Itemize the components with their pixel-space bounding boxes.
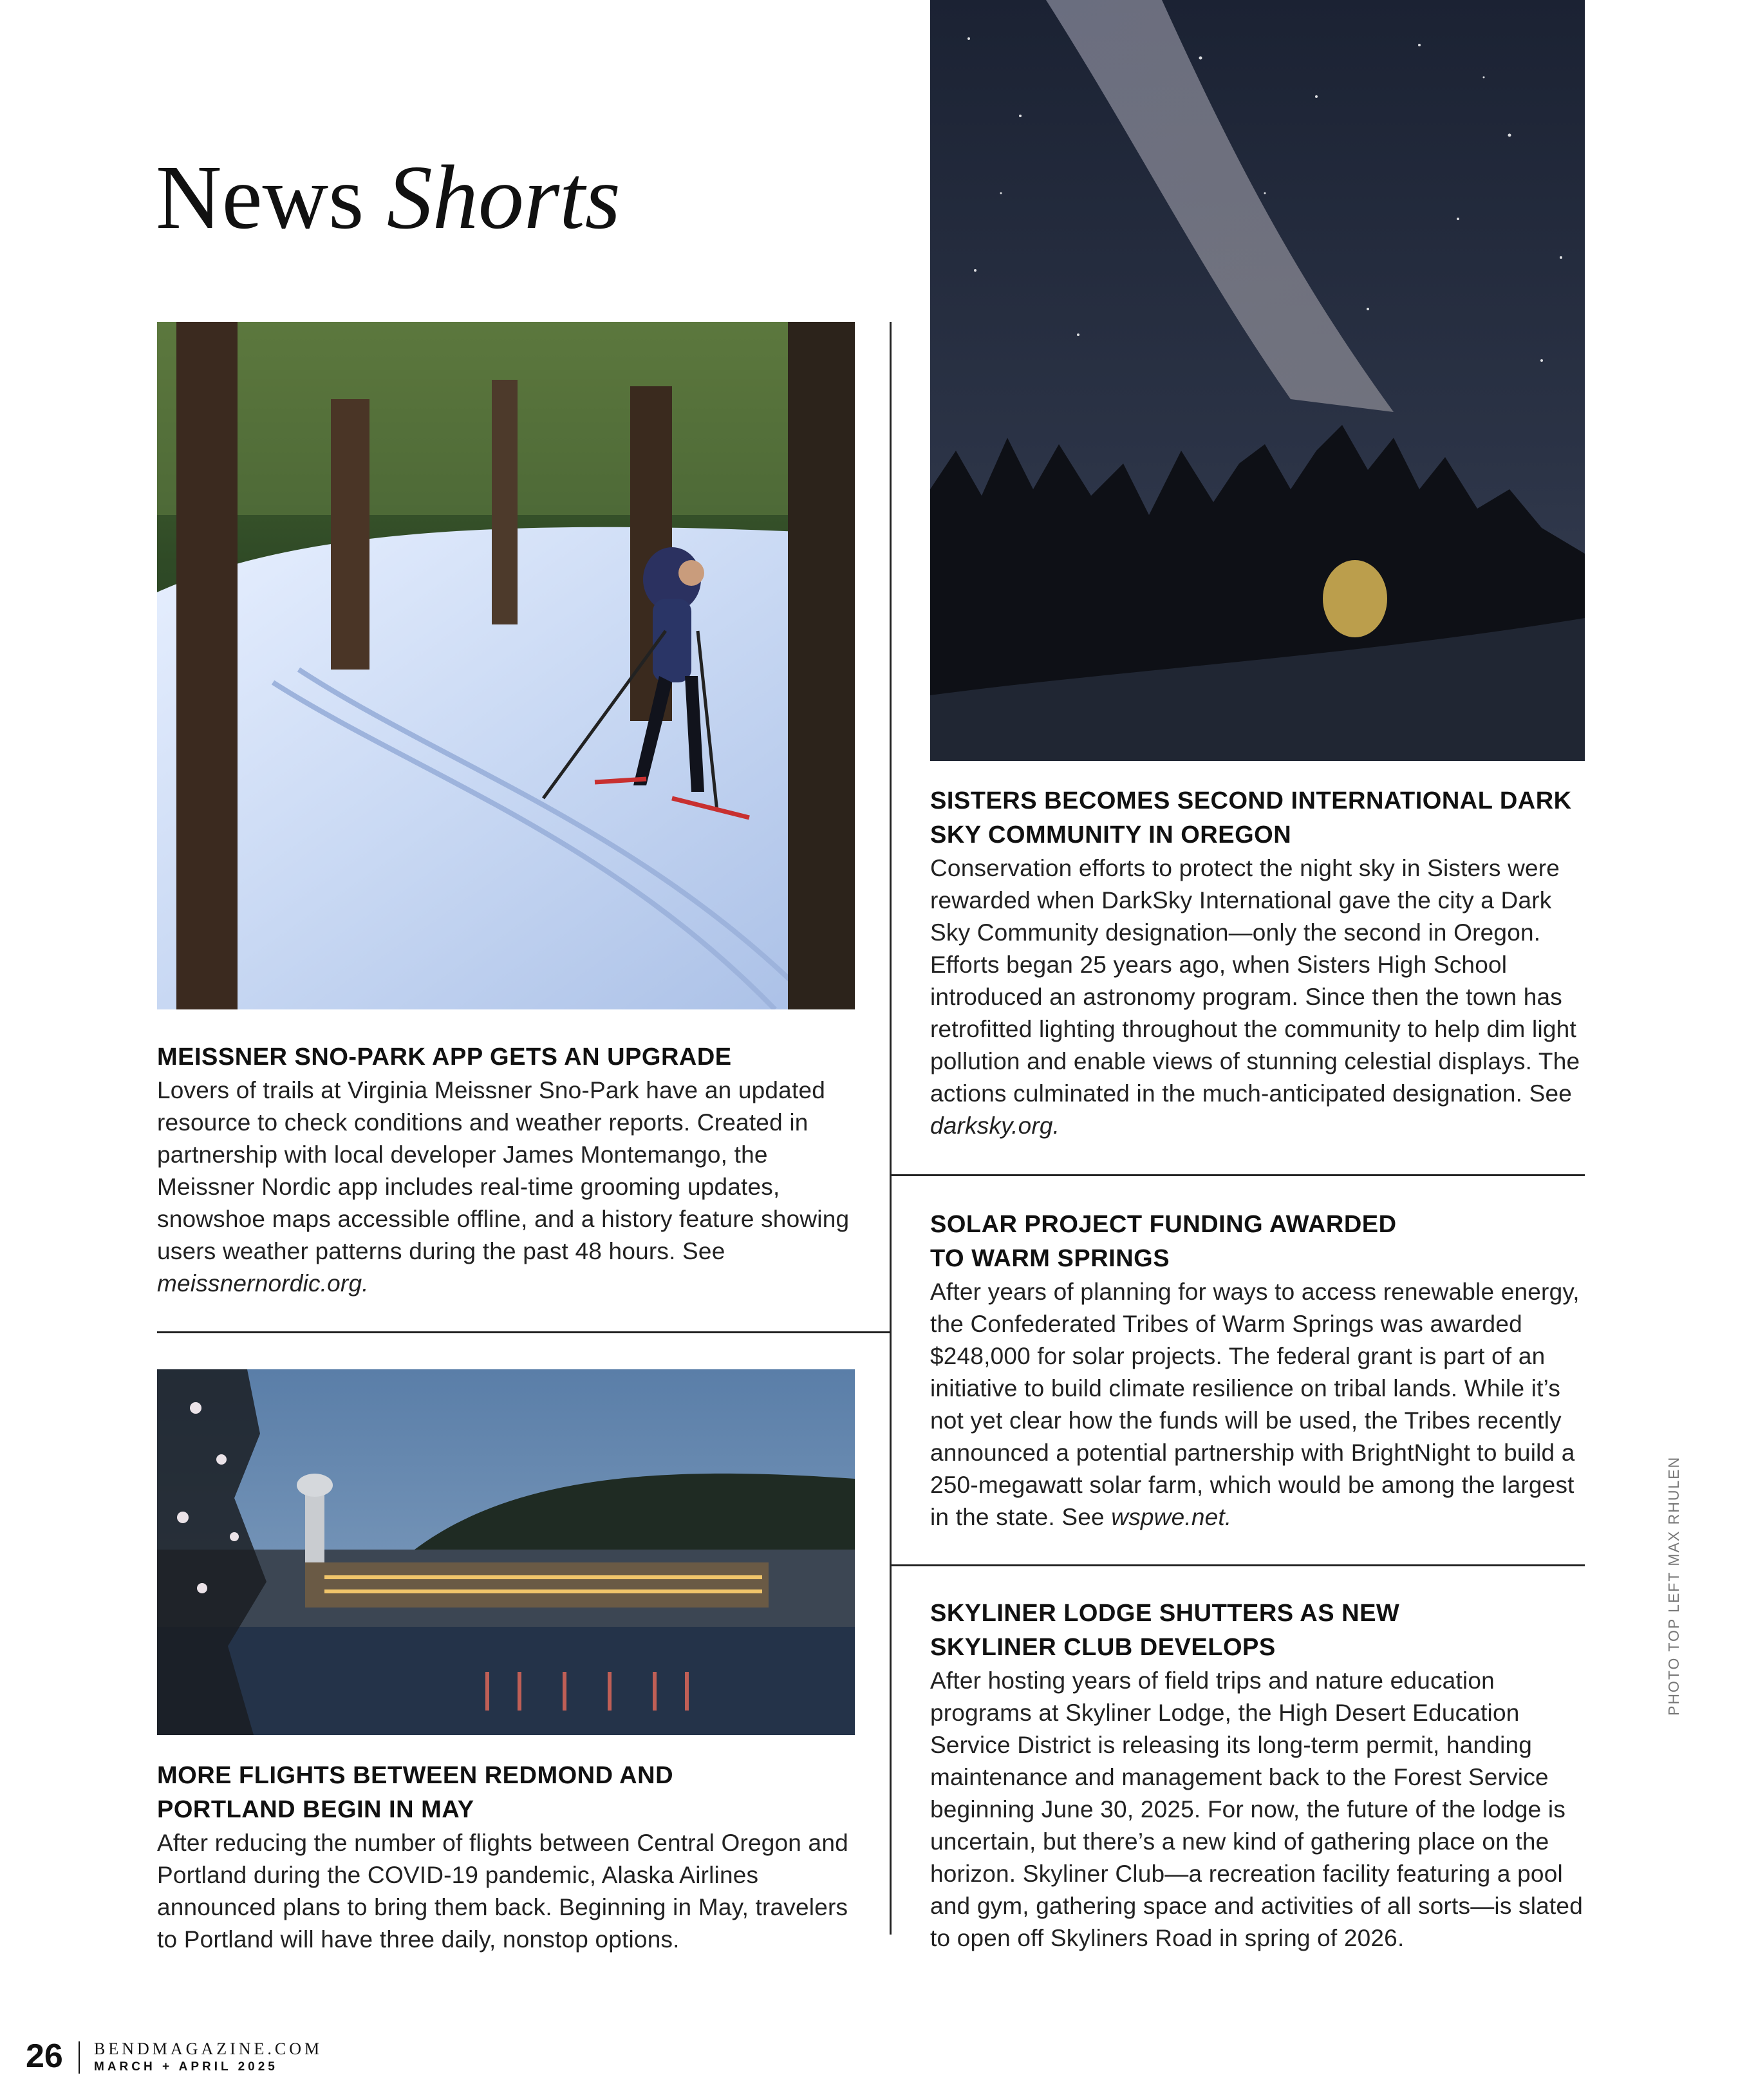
article-solar [930, 1208, 1587, 1533]
divider-left-column [157, 1331, 891, 1333]
divider-right-top [890, 1174, 1585, 1176]
article-body-text: Lovers of trails at Virginia Meissner Sno-Park have an updated resource to check conditions and weather reports. Created in partnership with local developer James Montemango, the Meissner Nordic app includes real-time grooming updates, snowshoe maps accessible offline, and a history feature showing users weather patterns during the past 48 hours. See [157, 1077, 850, 1264]
cross-country-skier-photo [157, 322, 855, 1009]
milky-way-photo [930, 0, 1585, 761]
article-headline: MORE FLIGHTS BETWEEN REDMOND AND PORTLAND BEGIN IN MAY [157, 1762, 674, 1823]
article-body [930, 1276, 1587, 1533]
footer-site[interactable]: BENDMAGAZINE.COM [94, 2039, 323, 2058]
article-body-text: Conservation efforts to protect the night sky in Sisters were rewarded when DarkSky International gave the city a Dark Sky Community designation—only the second in Oregon. Efforts began 25 years ago, when Sisters High School introduced an astronomy program. Since then the town has retrofitted lighting throughout the community to help dim light pollution and enable views of stunning celestial displays. The actions culminated in the much-anticipated designation. See [930, 855, 1580, 1107]
footer-divider [79, 2041, 80, 2074]
column-divider [890, 322, 892, 1935]
article-headline: SOLAR PROJECT FUNDING AWARDED TO WARM SPRINGS [930, 1211, 1397, 1272]
article-body-text: After years of planning for ways to access renewable energy, the Confederated Tribes of Warm Springs was awarded $248,000 for solar projects. The federal grant is part of an initiative to build climate resilience on tribal lands. While it’s not yet clear how the funds will be used, the Tribes recently announced a potential partnership with BrightNight to build a 250-megawatt solar farm, which would be among the largest in the state. See [930, 1279, 1580, 1530]
article-skyliner [930, 1597, 1587, 1955]
page-title-italic: Shorts [386, 146, 621, 248]
article-headline: MEISSNER SNO-PARK APP GETS AN UPGRADE [157, 1044, 732, 1071]
page-title [156, 146, 621, 248]
article-dark-sky [930, 784, 1584, 1142]
article-body [157, 1074, 859, 1300]
milky-way-night-sky-photo [930, 0, 1585, 761]
article-body [930, 852, 1584, 1142]
article-headline: SKYLINER LODGE SHUTTERS AS NEW SKYLINER CLUB DEVELOPS [930, 1600, 1400, 1661]
article-link[interactable]: meissnernordic.org. [157, 1270, 369, 1297]
article-link[interactable]: wspwe.net. [1111, 1504, 1232, 1530]
article-body-text: After hosting years of field trips and nature education programs at Skyliner Lodge, the High Desert Education Service District is releasing its long-term permit, handing maintenance and management back to the Forest Service beginning June 30, 2025. For now, the future of the lodge is uncertain, but there’s a new kind of gathering place on the horizon. Skyliner Club—a recreation facility featuring a pool and gym, gathering space and activities of all sorts—is slated to open off Skyliners Road in spring of 2026. [930, 1667, 1583, 1951]
article-flights [157, 1759, 859, 1956]
skier-photo [157, 322, 855, 1009]
article-body [930, 1665, 1587, 1955]
airport-photo [157, 1369, 855, 1735]
photo-credit: PHOTO TOP LEFT MAX RHULEN [1665, 1456, 1682, 1716]
divider-right-bottom [890, 1564, 1585, 1566]
article-link[interactable]: darksky.org. [930, 1112, 1060, 1139]
airport-dusk-photo [157, 1369, 855, 1735]
article-meissner [157, 1040, 859, 1300]
article-body-text: After reducing the number of flights between Central Oregon and Portland during the COVID-19 pandemic, Alaska Airlines announced plans to bring them back. Beginning in May, travelers to Portland will have three daily, nonstop options. [157, 1830, 848, 1953]
page-title-roman: News [156, 146, 364, 248]
article-headline: SISTERS BECOMES SECOND INTERNATIONAL DARK SKY COMMUNITY IN OREGON [930, 787, 1572, 848]
page-number: 26 [26, 2038, 63, 2075]
article-body [157, 1827, 859, 1956]
footer-issue: MARCH + APRIL 2025 [94, 2060, 278, 2074]
